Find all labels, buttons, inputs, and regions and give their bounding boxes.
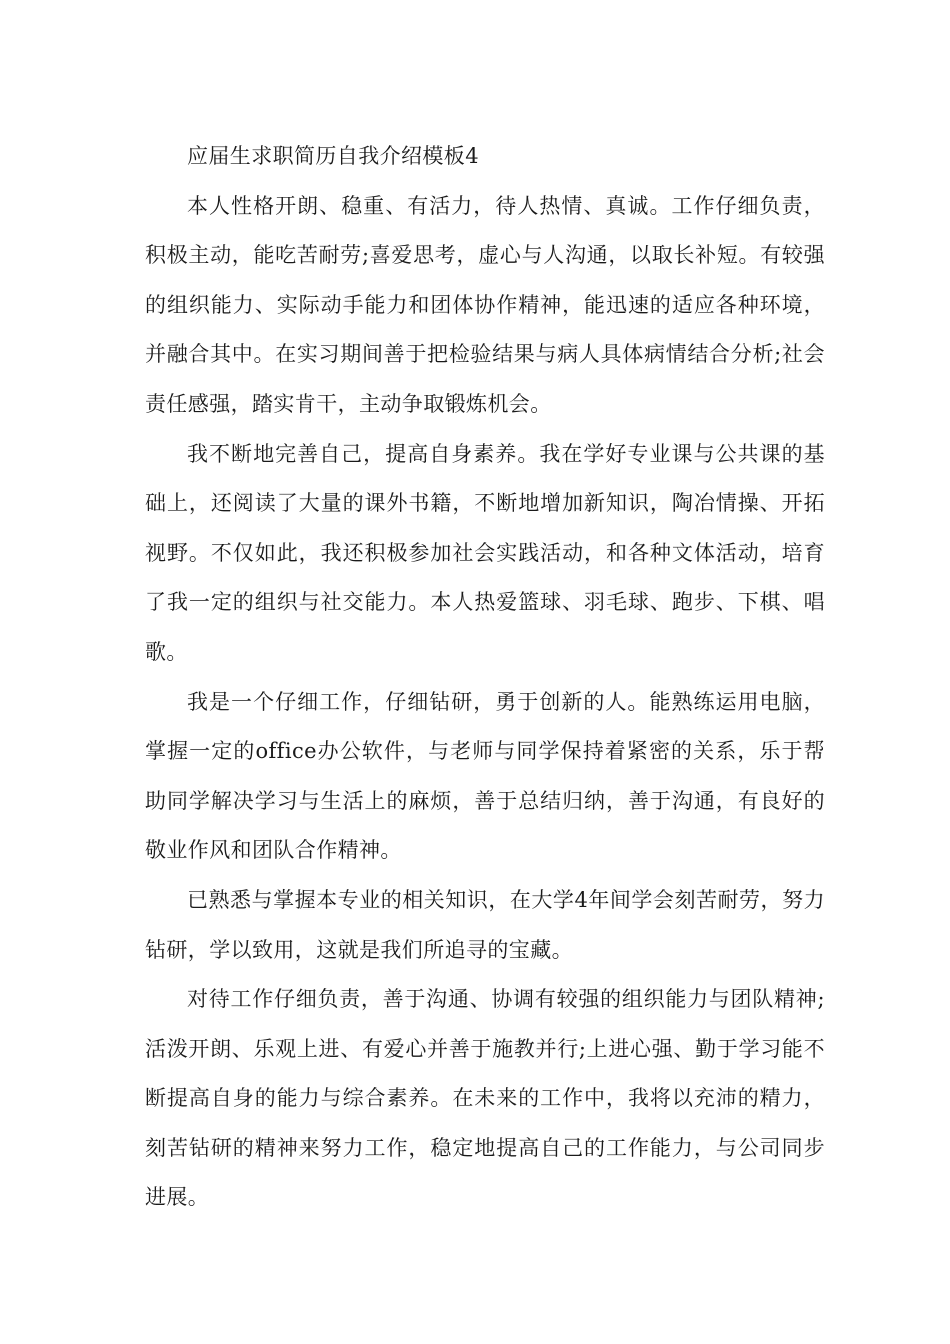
paragraph-personality: 本人性格开朗、稳重、有活力，待人热情、真诚。工作仔细负责，积极主动，能吃苦耐劳;喜爱思考，虚心与人沟通，以取长补短。有较强的组织能力、实际动手能力和团体协作精神，能迅速的适应各种环境，并融合其中。在实习期间善于把检验结果与病人具体病情结合分析;社会责任感强，踏实肯干，主动争取锻炼机会。 [145,193,825,416]
paragraph-professional-knowledge: 已熟悉与掌握本专业的相关知识，在大学4年间学会刻苦耐劳，努力钻研，学以致用，这就是我们所追寻的宝藏。 [145,887,825,962]
paragraph-work-attitude: 我是一个仔细工作，仔细钻研，勇于创新的人。能熟练运用电脑，掌握一定的office办公软件，与老师与同学保持着紧密的关系，乐于帮助同学解决学习与生活上的麻烦，善于总结归纳，善于沟通，有良好的敬业作风和团队合作精神。 [145,689,825,863]
document-body [145,132,825,1223]
document-title: 应届生求职简历自我介绍模板4 [187,144,479,168]
paragraph-self-improvement: 我不断地完善自己，提高自身素养。我在学好专业课与公共课的基础上，还阅读了大量的课外书籍，不断地增加新知识，陶冶情操、开拓视野。不仅如此，我还积极参加社会实践活动，和各种文体活动，培育了我一定的组织与社交能力。本人热爱篮球、羽毛球、跑步、下棋、唱歌。 [145,441,825,664]
paragraph-conclusion: 对待工作仔细负责，善于沟通、协调有较强的组织能力与团队精神;活泼开朗、乐观上进、有爱心并善于施教并行;上进心强、勤于学习能不断提高自身的能力与综合素养。在未来的工作中，我将以充沛的精力，刻苦钻研的精神来努力工作，稳定地提高自己的工作能力，与公司同步进展。 [145,987,825,1210]
